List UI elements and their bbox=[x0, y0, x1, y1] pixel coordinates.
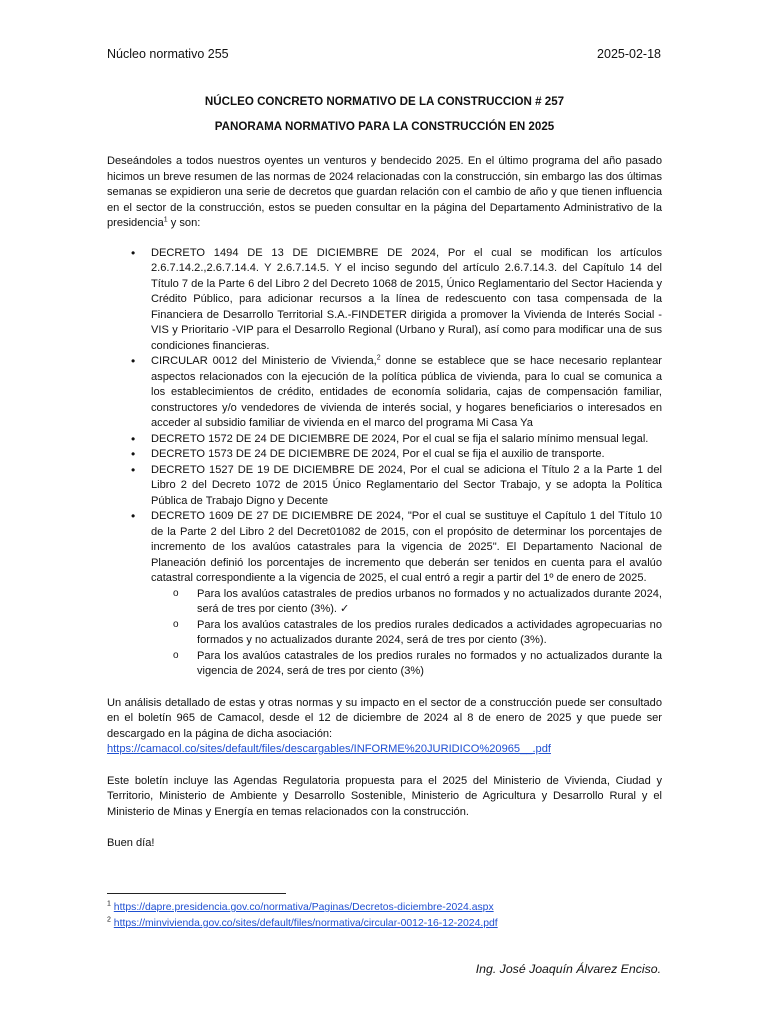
footnote-number: 1 bbox=[107, 900, 111, 908]
list-item-text: DECRETO 1494 DE 13 DE DICIEMBRE DE 2024, Por el cual se modifican los artículos 2.6.7.14.2.,2.6.7.14.4. Y 2.6.7.14.5. Y el inciso segundo del artículo 2.6.7.14.3. del Capítulo 14 del Título 7 de la Parte 6 del Libro 2 del Decreto 1068 de 2015, Único Reglamentario del Sector Hacienda y Crédito Público, para adicionar recursos a la línea de redescuento con tasa compensada de la Financiera de Desarrollo Territorial S.A.-FINDETER dirigida a promover la Vivienda de Interés Social -VIS y Prioritario -VIP para el Desarrollo Regional (Urbano y Rural), así como para modificar una de sus condiciones financieras. bbox=[151, 246, 662, 352]
footnote-ref-1: 1 bbox=[163, 216, 168, 224]
header-date: 2025-02-18 bbox=[597, 47, 661, 61]
intro-text: Deseándoles a todos nuestros oyentes un venturos y bendecido 2025. En el último programa del año pasado hicimos un breve resumen de las normas de 2024 relacionadas con la construcción, sin embargo las dos últimas semanas se expidieron una serie de decretos que guardan relación con el cambio de año y que tienen influencia en el sector de la construcción, estos se pueden consultar en la página del Departamento Administrativo de la presidencia bbox=[107, 155, 662, 229]
decree-list bbox=[107, 246, 662, 680]
list-item-text: donne se establece que se hace necesario replantear aspectos relacionados con la ejecución de la política pública de vivienda, para lo cual se comunica a los establecimientos de crédito, entidades de economía solidaria, cajas de compensación familiar, constructores y/o vendedores de vivienda de interés social, y hogares beneficiarios o interesados en acceder al subsidio familiar de vivienda en el marco del programa Mi Casa Ya bbox=[151, 355, 662, 429]
document-title: NÚCLEO CONCRETO NORMATIVO DE LA CONSTRUCCION # 257 bbox=[204, 95, 565, 108]
sub-list-item: o Para los avalúos catastrales de los predios rurales no formados y no actualizados durante la vigencia de 2024, será de tres por ciento (3%) bbox=[197, 649, 662, 680]
list-item-text: CIRCULAR 0012 del Ministerio de Vivienda, bbox=[151, 355, 377, 367]
document-body bbox=[107, 94, 662, 852]
list-item bbox=[151, 463, 662, 510]
analysis-text: Un análisis detallado de estas y otras normas y su impacto en el sector de a construcción puede ser consultado en el boletín 965 de Camacol, desde el 12 de diciembre de 2024 al 8 de enero de 2025 y que puede ser descargado en la página de dicha asociación: bbox=[107, 696, 662, 740]
intro-paragraph bbox=[107, 154, 662, 232]
sub-list bbox=[151, 587, 662, 680]
intro-tail: y son: bbox=[167, 217, 201, 229]
footnote-ref-2: 2 bbox=[376, 354, 381, 362]
list-item bbox=[151, 509, 662, 680]
camacol-report-link[interactable]: https://camacol.co/sites/default/files/descargables/INFORME%20JURIDICO%20965__.pdf bbox=[107, 743, 551, 755]
sub-list-item: o Para los avalúos catastrales de predios urbanos no formados y no actualizados durante 2024, será de tres por ciento (3%). ✓ bbox=[197, 587, 662, 618]
list-item-text: DECRETO 1572 DE 24 DE DICIEMBRE DE 2024, Por el cual se fija el salario mínimo mensual legal. bbox=[151, 432, 649, 445]
list-item bbox=[151, 246, 662, 355]
list-item-text: DECRETO 1573 DE 24 DE DICIEMBRE DE 2024, Por el cual se fija el auxilio de transporte. bbox=[151, 448, 605, 460]
analysis-paragraph bbox=[107, 696, 662, 758]
footnote-1 bbox=[107, 902, 494, 913]
footnote-2 bbox=[107, 918, 498, 929]
footnote-number: 2 bbox=[107, 916, 111, 924]
bulletin-paragraph: Este boletín incluye las Agendas Regulatoria propuesta para el 2025 del Ministerio de Vivienda, Ciudad y Territorio, Ministerio de Ambiente y Desarrollo Sostenible, Ministerio de Agricultura y Desarrollo Rural y el Ministerio de Minas y Energía en temas relacionados con la construcción. bbox=[107, 774, 662, 818]
header-doc-label: Núcleo normativo 255 bbox=[107, 47, 229, 61]
list-item bbox=[151, 447, 662, 463]
farewell-text: Buen día! bbox=[107, 837, 155, 849]
list-item-text: DECRETO 1527 DE 19 DE DICIEMBRE DE 2024, Por el cual se adiciona el Título 2 a la Parte 1 del Libro 2 del Decreto 1072 de 2015 Único Reglamentario del Sector Trabajo, y se adopta la Política Pública de Trabajo Digno y Decente bbox=[151, 463, 662, 507]
list-item bbox=[151, 354, 662, 432]
sub-list-item: o Para los avalúos catastrales de los predios rurales dedicados a actividades agropecuarias no formados y no actualizados durante 2024, será de tres por ciento (3%). bbox=[197, 618, 662, 649]
list-item bbox=[151, 432, 662, 448]
list-item-text: DECRETO 1609 DE 27 DE DICIEMBRE DE 2024, "Por el cual se sustituye el Capítulo 1 del Título 10 de la Parte 2 del Libro 2 del Decret01082 de 2015, con el propósito de determinar los porcentajes de incremento de los avalúos catastrales para la vigencia de 2025". El Departamento Nacional de Planeación definió los porcentajes de incremento que deberán ser tenidos en cuenta para el avalúo catastral correspondiente a la vigencia de 2025, el cual entró a regir a partir del 1º de enero de 2025. bbox=[151, 510, 662, 584]
author-signature: Ing. José Joaquín Álvarez Enciso. bbox=[475, 962, 661, 976]
footnote-link-minvivienda[interactable]: https://minvivienda.gov.co/sites/default/files/normativa/circular-0012-16-12-2024.pdf bbox=[113, 918, 498, 929]
footnote-link-presidencia[interactable]: https://dapre.presidencia.gov.co/normativa/Paginas/Decretos-diciembre-2024.aspx bbox=[113, 902, 494, 913]
footnote-divider bbox=[107, 893, 286, 894]
document-subtitle: PANORAMA NORMATIVO PARA LA CONSTRUCCIÓN EN 2025 bbox=[214, 119, 555, 133]
